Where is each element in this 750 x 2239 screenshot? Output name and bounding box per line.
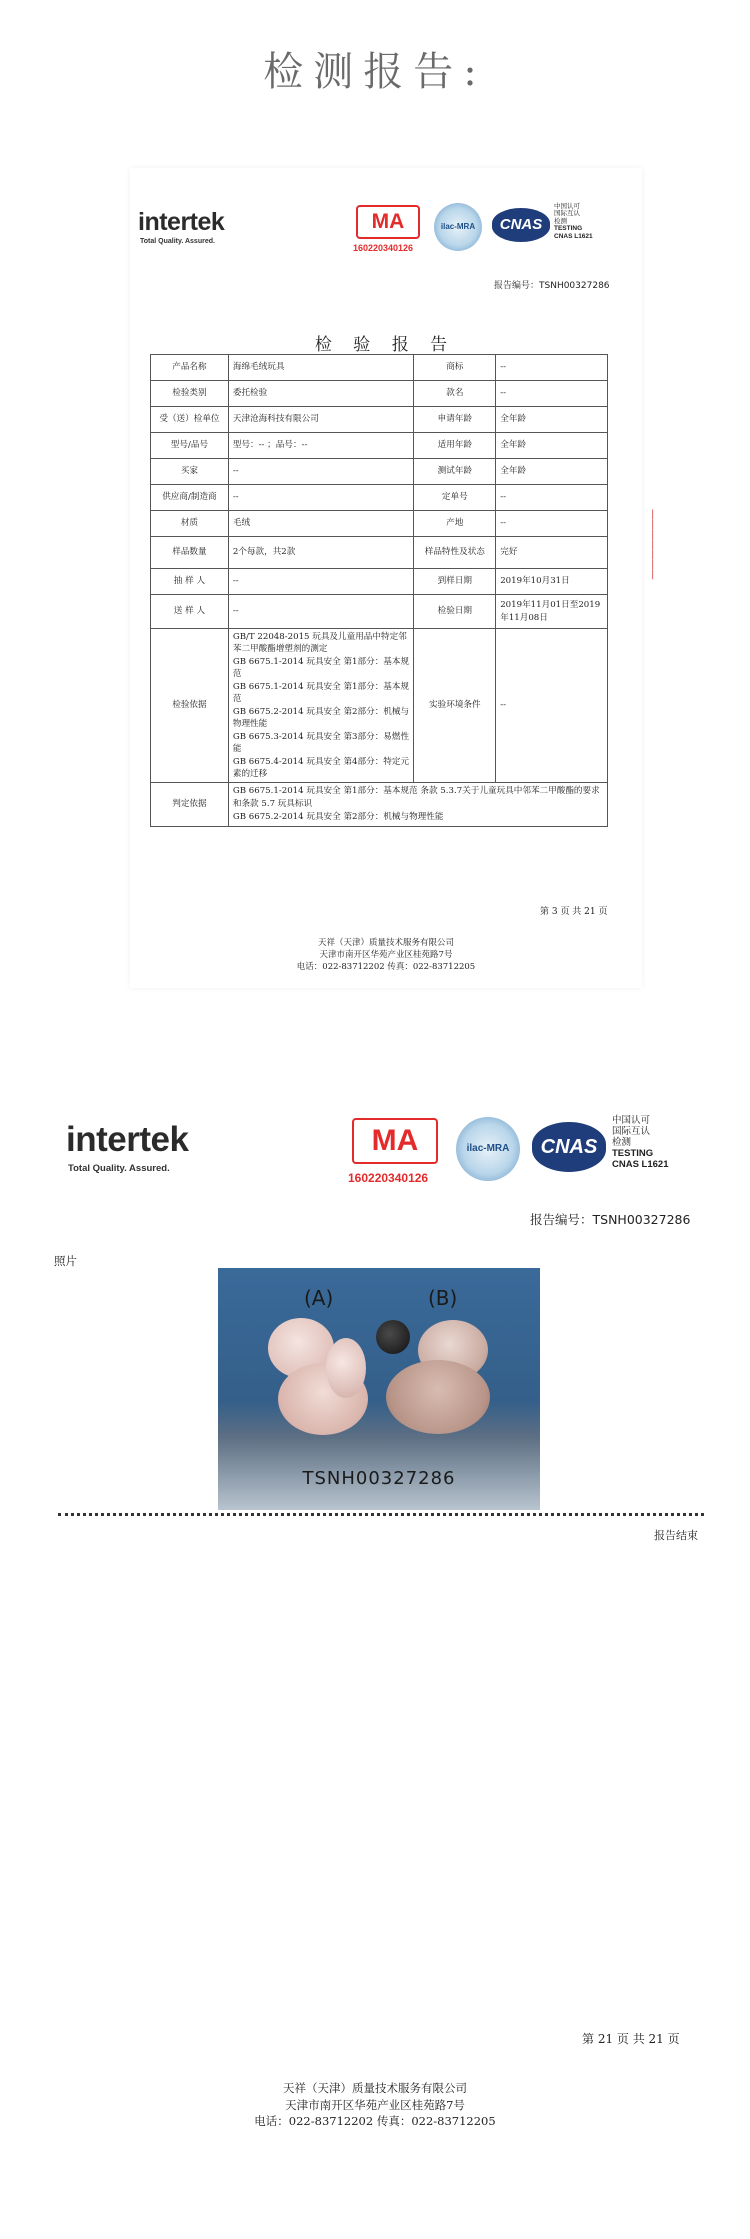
plush-toy-b-body — [386, 1360, 490, 1434]
table-row: 判定依据 GB 6675.1-2014 玩具安全 第1部分：基本规范 条款 5.3.7关于儿童玩具中邻苯二甲酸酯的要求和条款 5.7 玩具标识 GB 6675.2-2014 玩具安全 第2部分：机械与物理性能 — [151, 783, 608, 827]
ilac-mra-logo: ilac-MRA — [434, 203, 482, 251]
page-number: 第 21 页 共 21 页 — [582, 2032, 680, 2046]
table-row: 材质 毛绒 产地 -- — [151, 511, 608, 537]
table-row: 检验依据 GB/T 22048-2015 玩具及儿童用品中特定邻苯二甲酸酯增塑剂的测定 GB 6675.1-2014 玩具安全 第1部分：基本规范 GB 6675.1-2014 玩具安全 第1部分：基本规范 GB 6675.2-2014 玩具安全 第2部分：机械与物理性能 GB 6675.3-2014 玩具安全 第3部分：易燃性能 GB 6675.4-2014 玩具安全 第4部分：特定元素的迁移 实验环境条件 -- — [151, 629, 608, 783]
table-row: 样品数量 2个每款，共2款 样品特性及状态 完好 — [151, 537, 608, 569]
plush-toy-a-tail — [326, 1338, 366, 1398]
table-row: 抽 样 人 -- 到样日期 2019年10月31日 — [151, 569, 608, 595]
report-number: 报告编号：TSNH00327286 — [494, 281, 610, 291]
intertek-logo: intertek — [138, 208, 225, 236]
table-row: 受（送）检单位 天津沧海科技有限公司 申请年龄 全年龄 — [151, 407, 608, 433]
cma-logo: MA — [356, 205, 420, 239]
intertek-logo: intertek — [66, 1120, 189, 1159]
intertek-tagline: Total Quality. Assured. — [68, 1163, 170, 1174]
plush-toy-b-ear — [376, 1320, 410, 1354]
photo-tag-b: (B) — [428, 1286, 458, 1310]
table-row: 型号/品号 型号：-- ；品号：-- 适用年龄 全年龄 — [151, 433, 608, 459]
cnas-text-block: 中国认可 国际互认 检测 TESTING CNAS L1621 — [612, 1115, 669, 1170]
table-row: 送 样 人 -- 检验日期 2019年11月01日至2019年11月08日 — [151, 595, 608, 629]
cma-number: 160220340126 — [348, 1171, 429, 1185]
cnas-logo: CNAS — [532, 1122, 606, 1172]
margin-stamp-marks: | | | | | | | — [651, 509, 655, 580]
cma-logo: MA — [352, 1118, 438, 1164]
intertek-tagline: Total Quality. Assured. — [140, 238, 215, 245]
end-divider — [58, 1513, 704, 1516]
sample-photo — [218, 1268, 540, 1510]
ilac-mra-logo: ilac-MRA — [456, 1117, 520, 1181]
cnas-text-block: 中国认可 国际互认 检测 TESTING CNAS L1621 — [554, 203, 593, 240]
page-heading: 检测报告: — [263, 49, 487, 95]
cnas-logo: CNAS — [492, 208, 550, 242]
photo-caption: TSNH00327286 — [302, 1468, 456, 1489]
cma-number: 160220340126 — [353, 243, 414, 253]
photo-tag-a: (A) — [304, 1286, 334, 1310]
table-row: 检验类别 委托检验 款名 -- — [151, 381, 608, 407]
photo-label: 照片 — [54, 1254, 77, 1268]
table-row: 供应商/制造商 -- 定单号 -- — [151, 485, 608, 511]
table-row: 产品名称 海绵毛绒玩具 商标 -- — [151, 355, 608, 381]
page-number: 第 3 页 共 21 页 — [540, 907, 608, 917]
page-footer: 天祥（天津）质量技术服务有限公司 天津市南开区华苑产业区桂苑路7号 电话：022-83712202 传真：022-83712205 — [254, 2081, 496, 2129]
table-row: 买家 -- 测试年龄 全年龄 — [151, 459, 608, 485]
report-number: 报告编号：TSNH00327286 — [530, 1212, 691, 1227]
report-end-label: 报告结束 — [654, 1529, 698, 1542]
report-title: 检 验 报 告 — [314, 335, 456, 355]
page-footer: 天祥（天津）质量技术服务有限公司 天津市南开区华苑产业区桂苑路7号 电话：022-83712202 传真：022-83712205 — [296, 938, 476, 972]
report-table — [150, 354, 608, 827]
